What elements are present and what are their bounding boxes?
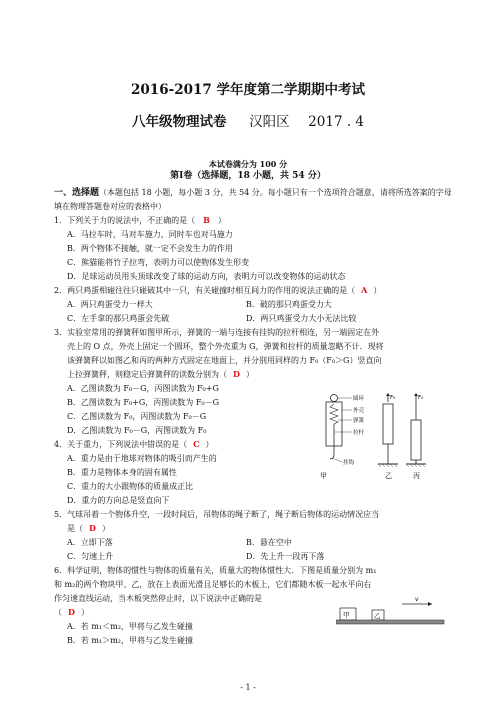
answer-mark: A — [361, 285, 368, 295]
question-5-option: B．悬在空中 — [246, 538, 292, 547]
question-3-option: A．乙图读数为 F₀－G，丙图读数为 F₀+G — [67, 384, 219, 393]
question-3-option: B．乙图读数为 F₀+G，丙图读数为 F₀－G — [67, 398, 219, 407]
section-intro — [54, 186, 454, 213]
question-5-option: A．立即下落 — [67, 538, 113, 547]
label-shell: 外壳 — [353, 408, 365, 414]
block-yi-label: 乙 — [374, 612, 381, 620]
question-6-option: A．若 m₁＜m₂，甲将与乙发生碰撞 — [67, 622, 193, 631]
question-4-option: A．重力是由于地球对物体的吸引而产生的 — [67, 454, 217, 463]
answer-mark: D — [233, 369, 240, 379]
label-rod: 拉杆 — [353, 430, 365, 436]
question-1-stem: 1．下列关于力的说法中，不正确的是（ B ） — [54, 215, 226, 225]
figure-yi — [378, 393, 398, 480]
question-3-line: 3．实验室常用的弹簧秤如图甲所示，弹簧的一端与连接有挂钩的拉杆相连，另一端固定在外 — [54, 328, 380, 337]
question-5-line: 5．气球吊着一个物体升空，一段时间后，吊物体的绳子断了，绳子断后物体的运动情况应当 — [54, 510, 380, 519]
answer-mark: D — [68, 607, 75, 617]
label-yi: 乙 — [385, 472, 392, 480]
question-4-option: C．重力的大小跟物体的质量成正比 — [67, 482, 194, 491]
label-hook: 挂钩 — [343, 460, 355, 466]
question-2-option: C．左手拿的那只鸡蛋会先破 — [67, 314, 170, 323]
answer-mark: D — [89, 523, 96, 533]
section-heading: 一、选择题 — [54, 188, 100, 198]
exam-title: 2016-2017 学年度第二学期期中考试 — [131, 82, 365, 98]
question-2-option: D．两只鸡蛋受力大小无法比较 — [246, 314, 357, 323]
region-label: 汉阳区 — [249, 114, 290, 130]
figure-jia — [320, 394, 365, 480]
question-4-option: D．重力的方向总是竖直向下 — [67, 496, 170, 505]
question-1-option: C．熊猫能将竹子拉弯，表明力可以使物体发生形变 — [67, 258, 250, 267]
score-note: 本试卷满分为 100 分 — [208, 159, 288, 169]
question-6-answer-line: （ D ） — [54, 607, 89, 617]
blocks-on-board-figure — [336, 596, 448, 628]
page-number: - 1 - — [240, 683, 256, 692]
answer-mark: C — [193, 439, 200, 449]
label-spring: 弹簧 — [353, 418, 365, 424]
question-6-line: 和 m₂的两个物块甲、乙，放在上表面光滑且足够长的木板上，它们都随木板一起水平向右 — [54, 580, 372, 589]
question-3-line: 该弹簧秤以如图乙和丙的两种方式固定在地面上，并分别用同样的力 F₀（F₀＞G）竖直向 — [67, 356, 382, 365]
question-5-option: D．先上升一段再下落 — [246, 552, 325, 561]
question-3-option: D．乙图读数为 F₀－G，丙图读数为 F₀ — [67, 426, 207, 435]
question-5-option: C．匀速上升 — [67, 552, 114, 561]
question-6-option: B．若 m₁＞m₂，甲将与乙发生碰撞 — [67, 636, 194, 645]
question-6-line: 作匀速直线运动，当木板突然停止时，以下说法中正确的是 — [54, 594, 262, 603]
question-4-stem: 4．关于重力，下列说法中错误的是（ C ） — [54, 439, 214, 449]
label-force-yi: F₀ — [390, 395, 396, 401]
subject-title: 八年级物理试卷 — [131, 114, 227, 130]
question-6-line: 6．科学证明，物体的惯性与物体的质量有关，质量大的物体惯性大．下图是质量分别为 m₁ — [54, 566, 377, 575]
answer-mark: B — [203, 215, 210, 225]
question-3-line: 上拉弹簧秤，则稳定后弹簧秤的读数分别为（ D ） — [67, 369, 254, 379]
question-3-option: C．乙图读数为 F₀，丙图读数为 F₀－G — [67, 412, 207, 421]
block-jia-label: 甲 — [343, 611, 350, 619]
exam-date: 2017 . 4 — [308, 114, 364, 130]
label-force-bing: F₀ — [418, 395, 424, 401]
question-2-option: A．两只鸡蛋受力一样大 — [67, 300, 153, 309]
label-bing: 丙 — [413, 472, 420, 480]
part-title: 第Ⅰ卷（选择题，18 小题，共 54 分） — [170, 171, 326, 181]
spring-scale-figure — [312, 392, 442, 482]
figure-bing — [406, 393, 426, 480]
exam-subtitle — [0, 116, 496, 129]
question-2-option: B．破的那只鸡蛋受力大 — [246, 300, 332, 309]
label-jia: 甲 — [320, 472, 327, 480]
question-1-option: D．足球运动员用头顶球改变了球的运动方向，表明力可以改变物体的运动状态 — [67, 272, 346, 281]
question-3-line: 壳上的 O 点，外壳上固定一个圆环，整个外壳重为 G，弹簧和拉杆的质量忽略不计．现将 — [67, 342, 384, 351]
question-2-stem: 2．两只鸡蛋相碰往往只碰破其中一只，有关碰撞时相互间力的作用的说法正确的是（ A ） — [54, 285, 382, 295]
question-1-option: B．两个物体不接触，就一定不会发生力的作用 — [67, 244, 233, 253]
question-1-option: A．马拉车时，马对车施力，同时车也对马施力 — [67, 230, 233, 239]
label-ring: 圆环 — [353, 396, 365, 402]
question-5-line: 是（ D ） — [67, 523, 110, 533]
section-instruction: （本题包括 18 小题，每小题 3 分，共 54 分。每小题只有一个选项符合题意，请将所选答案的字母填在物理答题卷对应的表格中） — [54, 188, 452, 211]
velocity-label: v — [415, 596, 419, 603]
question-4-option: B．重力是物体本身的固有属性 — [67, 468, 177, 477]
